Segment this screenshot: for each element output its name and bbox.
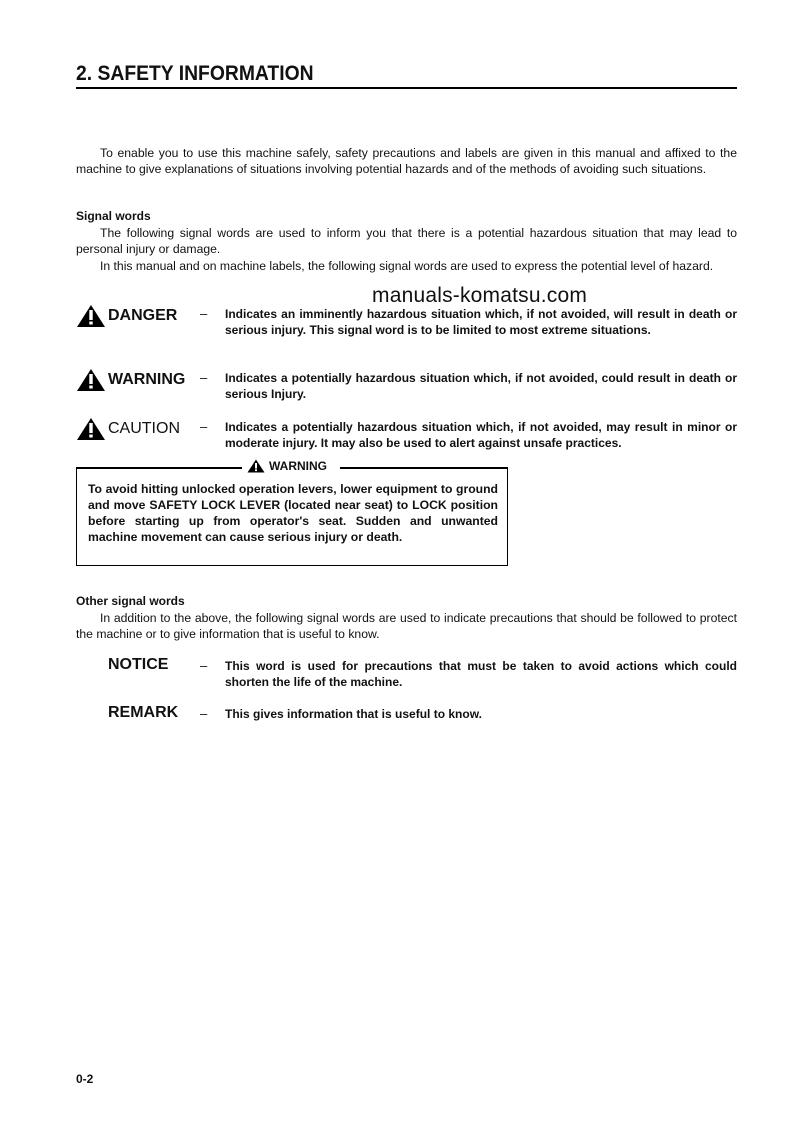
other-signal-words-heading: Other signal words — [76, 594, 185, 608]
box-border-top-left — [77, 467, 242, 469]
signal-row-remark — [76, 704, 738, 724]
signal-row-notice — [76, 656, 738, 692]
hazard-label-text: DANGER — [108, 307, 178, 324]
hazard-row-caution — [76, 417, 738, 453]
hazard-label-danger — [76, 304, 177, 328]
signal-label-remark — [108, 704, 178, 722]
signal-words-paragraph-2 — [76, 258, 737, 274]
box-border-top-right — [340, 467, 508, 469]
hazard-description: Indicates a potentially hazardous situation which, if not avoided, could result in death or serious Injury. — [225, 371, 737, 401]
signal-words-text-2: In this manual and on machine labels, the following signal words are used to express the potential level of hazard. — [100, 259, 714, 273]
warning-triangle-icon — [76, 304, 106, 328]
hazard-row-warning — [76, 368, 738, 404]
signal-label-notice — [108, 656, 168, 674]
watermark: manuals-komatsu.com — [372, 284, 588, 307]
intro-paragraph — [76, 145, 737, 177]
warning-box — [76, 459, 508, 566]
warning-triangle-icon — [247, 459, 265, 473]
page-number: 0-2 — [76, 1072, 94, 1086]
hazard-row-danger — [76, 304, 738, 354]
dash: – — [200, 306, 208, 321]
other-signal-words-paragraph — [76, 610, 737, 642]
hazard-description: Indicates an imminently hazardous situation which, if not avoided, will result in death or serious injury. This signal word is to be limited to most extreme situations. — [225, 307, 737, 337]
hazard-label-caution — [76, 417, 180, 441]
dash: – — [200, 706, 208, 721]
signal-words-heading: Signal words — [76, 209, 151, 223]
warning-triangle-icon — [76, 417, 106, 441]
dash: – — [200, 419, 208, 434]
title-underline — [76, 87, 737, 89]
dash: – — [200, 370, 208, 385]
signal-label-text: NOTICE — [108, 656, 169, 673]
warning-triangle-icon — [76, 368, 106, 392]
section-title: 2. SAFETY INFORMATION — [76, 62, 314, 85]
signal-description: This word is used for precautions that must be taken to avoid actions which could shorten the life of the machine. — [225, 659, 737, 689]
signal-words-text-1: The following signal words are used to inform you that there is a potential hazardous situation that may lead to personal injury or damage. — [76, 226, 737, 256]
hazard-label-text: CAUTION — [108, 420, 180, 437]
warning-box-header — [245, 459, 329, 473]
signal-description: This gives information that is useful to know. — [225, 707, 482, 721]
warning-box-body: To avoid hitting unlocked operation levers, lower equipment to ground and move SAFETY LOCK LEVER (located near seat) to LOCK position before starting up from operator's seat. Sudden and unwanted machine movement can cause serious injury or death. — [88, 482, 498, 544]
hazard-label-text: WARNING — [108, 371, 186, 388]
intro-text: To enable you to use this machine safely, safety precautions and labels are given in this manual and affixed to the machine to give explanations of situations involving potential hazards and of the methods of avoiding such situations. — [76, 146, 737, 176]
dash: – — [200, 658, 208, 673]
signal-label-text: REMARK — [108, 704, 179, 721]
other-signal-words-text: In addition to the above, the following signal words are used to indicate precautions that should be followed to protect the machine or to give information that is useful to know. — [76, 611, 737, 641]
hazard-label-warning — [76, 368, 185, 392]
warning-box-header-text: WARNING — [269, 459, 327, 473]
hazard-description: Indicates a potentially hazardous situation which, if not avoided, may result in minor or moderate injury. It may also be used to alert against unsafe practices. — [225, 420, 737, 450]
signal-words-paragraph-1 — [76, 225, 737, 257]
